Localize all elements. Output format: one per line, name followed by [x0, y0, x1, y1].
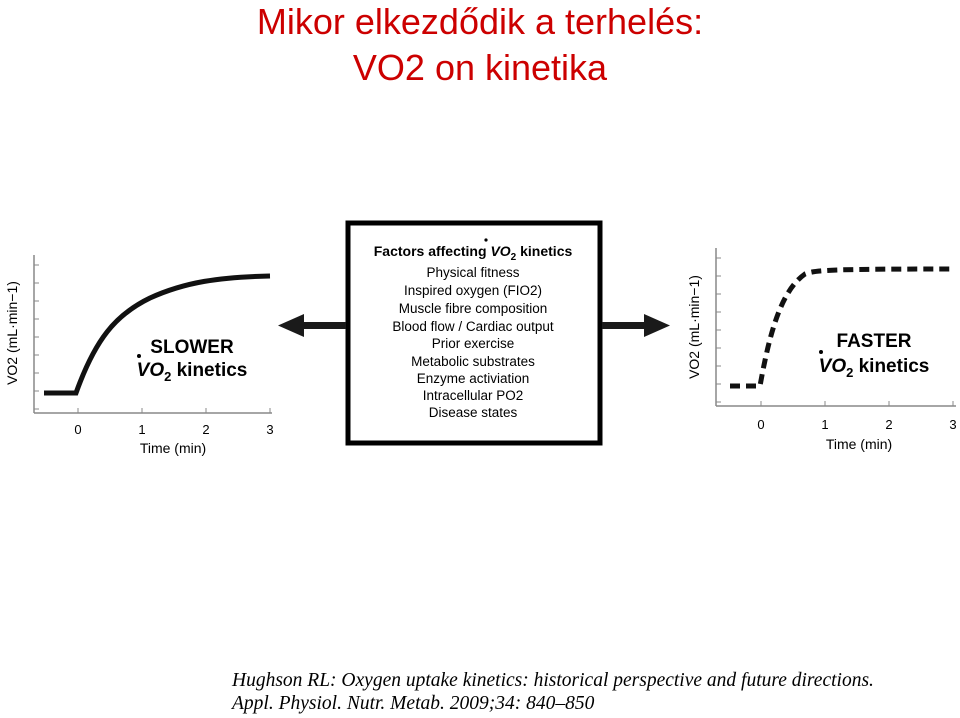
x-axis-label: Time (min): [139, 440, 207, 456]
y-axis-label: VO2 (mL·min−1): [4, 281, 20, 385]
factor-item: Metabolic substrates: [411, 354, 535, 369]
x-tick: 3: [949, 417, 957, 432]
x-tick: 2: [202, 422, 210, 437]
slide-title-line1: Mikor elkezdődik a terhelés:: [256, 1, 704, 42]
factor-item: Intracellular PO2: [422, 388, 524, 403]
citation-line2: Appl. Physiol. Nutr. Metab. 2009;34: 840–850: [232, 693, 595, 714]
x-tick: 1: [138, 422, 146, 437]
y-axis-label: VO2 (mL·min−1): [686, 275, 702, 379]
x-tick: 0: [74, 422, 82, 437]
factors-heading: Factors affecting $VO_2$ kinetics: [373, 243, 573, 263]
left-arrow: [278, 314, 346, 337]
slower-kinetics-label: $VO_2$ kinetics: [136, 360, 248, 384]
x-tick: 3: [266, 422, 274, 437]
faster-kinetics-label: $VO_2$ kinetics: [818, 356, 930, 380]
x-axis-label: Time (min): [825, 436, 893, 452]
factor-item: Inspired oxygen (FIO2): [403, 283, 543, 298]
factor-item: Prior exercise: [431, 336, 515, 351]
x-tick: 1: [821, 417, 829, 432]
slide-title-line2: VO2 on kinetika: [352, 47, 608, 88]
slower-label: SLOWER: [150, 337, 234, 358]
faster-label: FASTER: [836, 331, 912, 352]
citation-line1: Hughson RL: Oxygen uptake kinetics: historical perspective and future directions.: [232, 670, 874, 691]
factor-item: Disease states: [428, 405, 518, 420]
factor-item: Enzyme activiation: [416, 371, 530, 386]
left-chart: [4, 255, 274, 456]
factor-item: Muscle fibre composition: [398, 301, 548, 316]
right-chart: [686, 248, 957, 452]
factor-item: Blood flow / Cardiac output: [392, 319, 554, 334]
v-dot: [819, 350, 823, 354]
v-dot: [137, 354, 141, 358]
v-dot: [484, 238, 487, 241]
right-arrow: [602, 314, 670, 337]
factor-item: Physical fitness: [426, 265, 520, 280]
x-tick: 0: [757, 417, 765, 432]
x-tick: 2: [885, 417, 893, 432]
